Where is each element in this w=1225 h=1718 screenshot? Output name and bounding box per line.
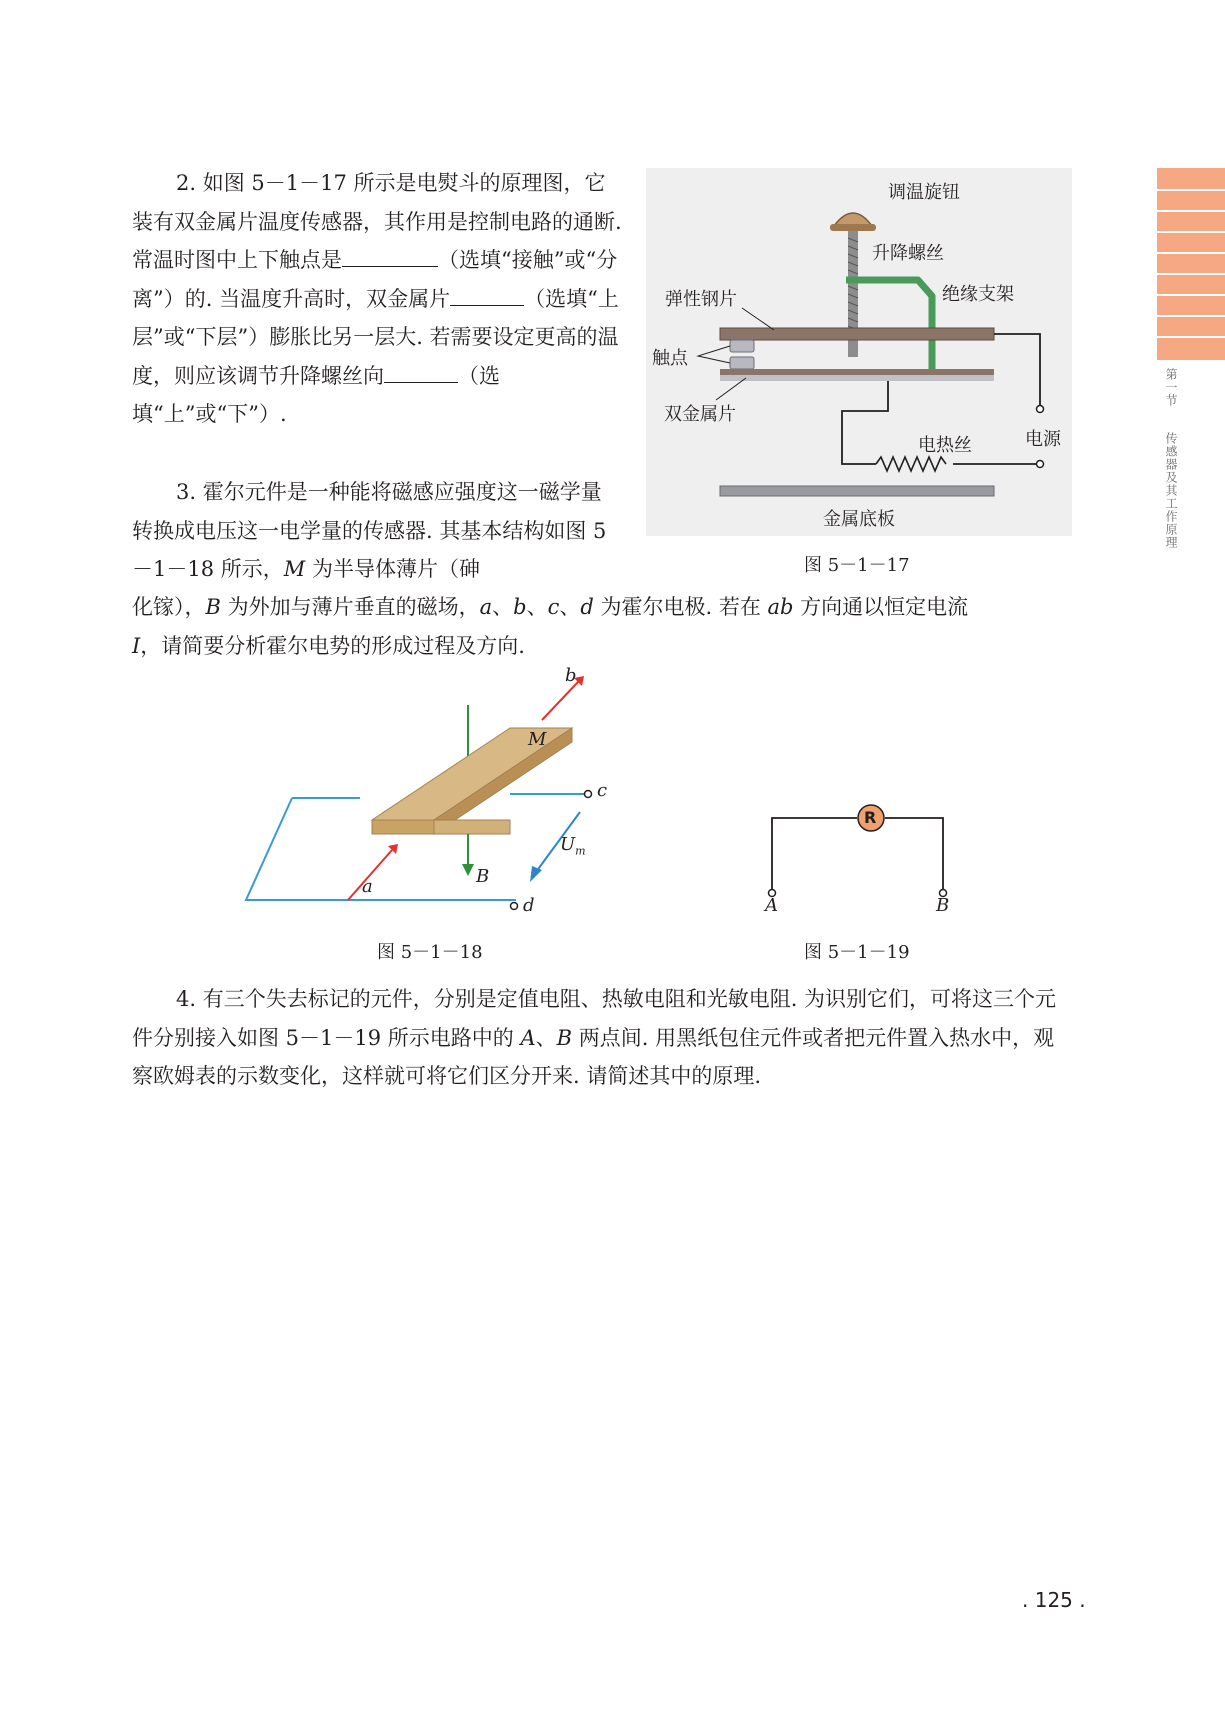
metal-base-plate	[720, 486, 994, 496]
heating-wire	[876, 457, 946, 471]
q4-symbol-b: B	[556, 1025, 573, 1050]
label-c: c	[597, 780, 608, 801]
q3-text-4: 为外加与薄片垂直的磁场，	[220, 595, 480, 619]
q2-text-4: （选填“上”或“下”）.	[132, 363, 500, 426]
q3-symbol-a: a	[479, 595, 493, 619]
label-u: U	[560, 834, 576, 855]
q3-text-3: 化镓），	[132, 595, 206, 619]
q3-sep: 、	[526, 595, 548, 619]
leader-bimetal	[716, 378, 746, 400]
q3-text-1: 3. 霍尔元件是一种能将磁感应强度这一磁学量转换成电压这一电学量的传感器. 其基本结构如图 5－1－18 所示，	[132, 480, 607, 581]
terminal-d	[511, 903, 518, 910]
q3-text-7: ，请简要分析霍尔电势的形成过程及方向.	[140, 633, 525, 658]
circuit-left-wire	[772, 818, 857, 890]
slab-front-extended	[434, 820, 510, 834]
page-number: . 125 .	[1022, 1588, 1086, 1612]
question-4	[132, 980, 1072, 1096]
chapter-tab-divider	[1157, 358, 1225, 360]
label-screw: 升降螺丝	[872, 243, 944, 264]
lower-contact	[730, 357, 754, 369]
blank-direction[interactable]	[384, 360, 458, 383]
bimetal-upper-layer	[720, 369, 994, 375]
label-field-b: B	[476, 866, 490, 887]
question-3-continued	[132, 588, 1072, 665]
power-terminal-bottom	[1037, 461, 1044, 468]
label-spring-plate: 弹性钢片	[665, 289, 737, 310]
q2-text-2: （选填“接触”或“分离”）的. 当温度升高时，双金属片	[132, 248, 618, 311]
label-base: 金属底板	[823, 509, 895, 530]
q2-text-1: 2. 如图 5－1－17 所示是电熨斗的原理图，它装有双金属片温度传感器，其作用是控制电路的通断. 常温时图中上下触点是	[132, 171, 622, 272]
label-bimetal: 双金属片	[664, 404, 736, 425]
bimetal-lower-layer	[720, 375, 994, 381]
leader-spring-plate	[742, 308, 774, 330]
knob-base	[830, 224, 876, 231]
q3-symbol-i: I	[132, 633, 141, 658]
question-2	[132, 164, 622, 434]
q3-symbol-b2: b	[513, 595, 527, 619]
q3-symbol-c: c	[547, 595, 560, 619]
upper-contact	[730, 340, 754, 352]
blank-contact-state[interactable]	[342, 244, 438, 267]
leader-contact	[698, 346, 730, 363]
label-d: d	[523, 895, 535, 916]
q3-symbol-d: d	[580, 595, 594, 619]
terminal-c	[585, 791, 592, 798]
field-arrowhead	[462, 864, 474, 876]
chapter-tab	[1157, 168, 1225, 358]
q3-symbol-m: M	[283, 557, 306, 581]
voltage-arrowhead	[530, 866, 542, 882]
figure-5-1-18	[240, 660, 630, 930]
q4-text-1: 4. 有三个失去标记的元件，分别是定值电阻、热敏电阻和光敏电阻. 为识别它们，可将这三个元件分别接入如图 5－1－19 所示电路中的	[132, 987, 1057, 1050]
slab-front	[372, 820, 434, 834]
label-power: 电源	[1025, 429, 1061, 450]
label-um	[560, 834, 586, 858]
chapter-label: 传感器及其工作原理	[1164, 431, 1178, 549]
q3-text-6: 方向通以恒定电流	[793, 595, 969, 619]
figure-5-1-19	[760, 800, 960, 910]
blank-layer[interactable]	[450, 283, 524, 306]
wire-lower	[842, 381, 888, 464]
q3-text-2: 为半导体薄片（砷	[305, 557, 480, 581]
current-out-line	[542, 682, 578, 720]
q3-sep: 、	[559, 595, 581, 619]
spring-steel-plate	[720, 328, 994, 340]
circuit-right-wire	[885, 818, 943, 890]
caption-fig-5-1-17: 图 5－1－17	[804, 555, 910, 576]
q3-symbol-ab: ab	[767, 595, 794, 619]
label-m: M	[528, 729, 547, 750]
chapter-side-label	[1160, 368, 1182, 549]
q2-text-3: （选填“上层”或“下层”）膨胀比另一层大. 若需要设定更高的温度，则应该调节升降螺丝向	[132, 286, 619, 388]
section-label: 第一节	[1164, 368, 1178, 407]
q3-sep: 、	[492, 595, 514, 619]
label-a: a	[362, 876, 373, 897]
label-terminal-b: B	[936, 895, 950, 916]
q4-text-2: 两点间. 用黑纸包住元件或者把元件置入热水中，观察欧姆表的示数变化，这样就可将它们区分开来. 请简述其中的原理.	[132, 1025, 1055, 1088]
label-heater: 电热丝	[918, 435, 972, 456]
label-bracket: 绝缘支架	[942, 284, 1014, 305]
caption-fig-5-1-19: 图 5－1－19	[804, 942, 910, 963]
figure-5-1-17	[646, 168, 1072, 536]
power-terminal-top	[1037, 406, 1044, 413]
label-u-sub: m	[575, 844, 586, 858]
q3-text-5: 为霍尔电极. 若在	[593, 595, 768, 619]
wire-upper	[994, 334, 1040, 406]
q4-symbol-a: A	[520, 1025, 536, 1050]
q3-symbol-b: B	[205, 595, 221, 619]
caption-fig-5-1-18: 图 5－1－18	[377, 942, 483, 963]
label-terminal-a: A	[765, 895, 778, 916]
q4-sep: 、	[535, 1025, 557, 1050]
ohmmeter-label: R	[864, 808, 877, 827]
question-3	[132, 473, 622, 589]
label-contact: 触点	[652, 348, 688, 369]
label-b: b	[565, 665, 577, 686]
label-knob: 调温旋钮	[888, 182, 960, 203]
